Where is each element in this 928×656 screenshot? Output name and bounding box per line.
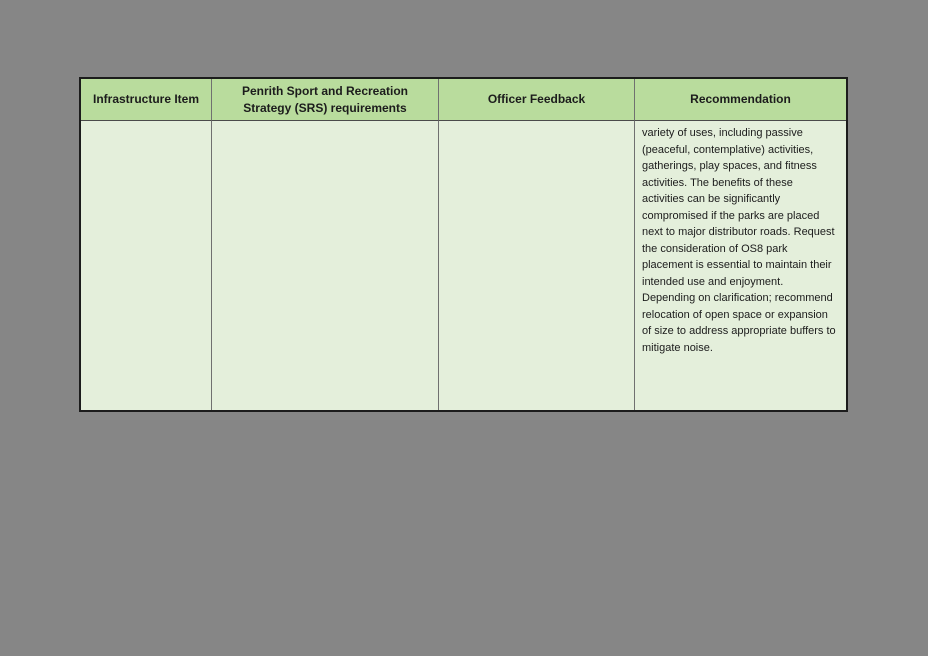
cell-recommendation[interactable] — [635, 121, 846, 410]
column-header-label: Officer Feedback — [487, 92, 586, 106]
column-header-officer-feedback[interactable] — [439, 79, 635, 121]
column-header-label: Recommendation — [690, 92, 791, 106]
column-header-srs-requirements[interactable] — [212, 79, 439, 121]
cell-infrastructure-item[interactable] — [81, 121, 212, 410]
column-header-label: Penrith Sport and Recreation Strategy (SRS) requirements — [241, 83, 409, 115]
column-header-infrastructure-item[interactable] — [81, 79, 212, 121]
cell-srs-requirements[interactable] — [212, 121, 439, 410]
cell-officer-feedback[interactable] — [439, 121, 635, 410]
column-header-recommendation[interactable] — [635, 79, 846, 121]
column-header-label: Infrastructure Item — [92, 92, 200, 106]
feedback-table — [79, 77, 848, 412]
cell-text: variety of uses, including passive (peaceful, contemplative) activities, gatherings, play spaces, and fitness activities. The benefits of these activities can be significantly compromised if the parks are placed next to major distributor roads. Request the consideration of OS8 park placement is essential to maintain their intended use and enjoyment. Depending on clarification; recommend relocation of open space or expansion of size to address appropriate buffers to mitigate noise. — [642, 127, 836, 354]
